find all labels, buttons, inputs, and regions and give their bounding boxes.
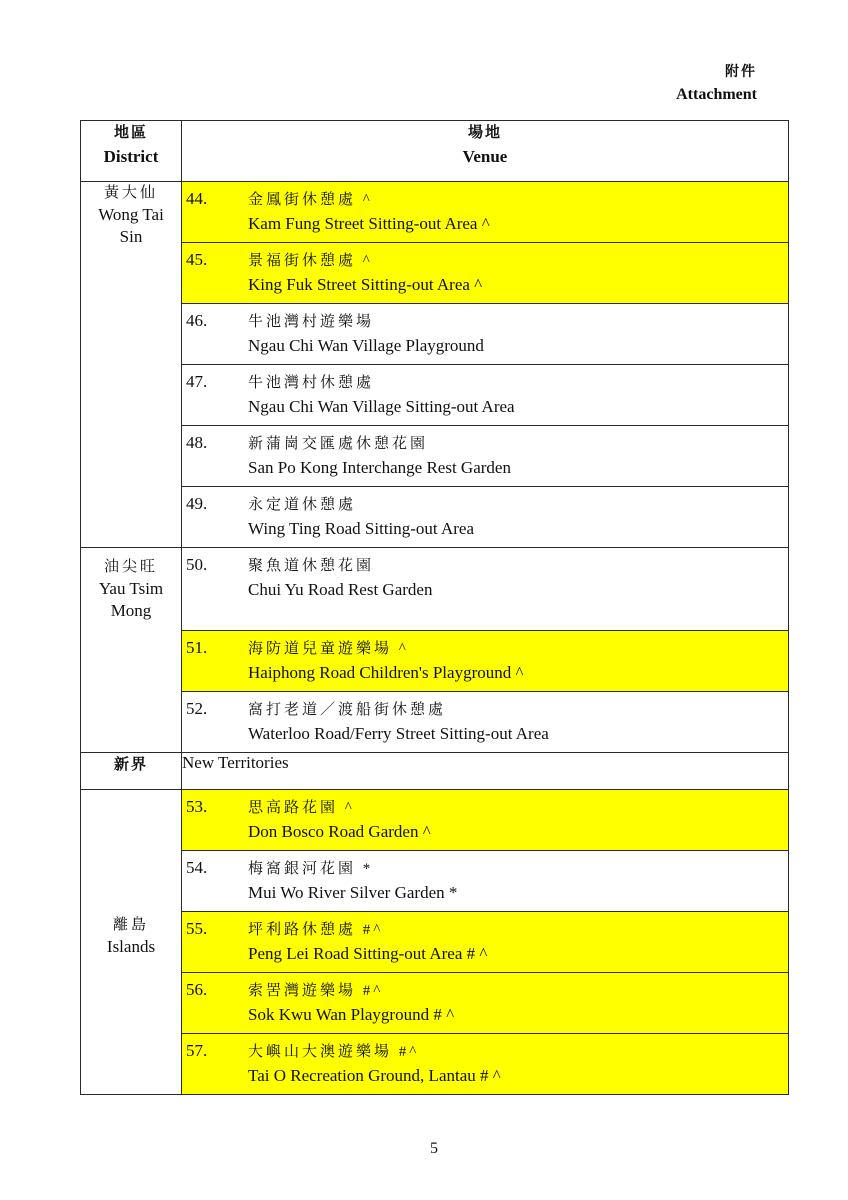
table-row bbox=[81, 912, 789, 973]
venue-name-zh: 海防道兒童遊樂場 ^ bbox=[248, 641, 409, 657]
table-row bbox=[81, 631, 789, 692]
venue-name-en: Don Bosco Road Garden ^ bbox=[248, 822, 431, 841]
venue-cell bbox=[182, 912, 789, 973]
venue-number: 48. bbox=[186, 433, 208, 452]
table-row bbox=[81, 692, 789, 753]
venue-name-zh: 大嶼山大澳遊樂場 #^ bbox=[248, 1044, 420, 1060]
venue-number: 57. bbox=[186, 1041, 208, 1060]
venue-name-zh: 景福街休憩處 ^ bbox=[248, 253, 373, 269]
district-name-zh: 離島 bbox=[112, 917, 149, 933]
venue-cell bbox=[182, 182, 789, 243]
venue-number: 55. bbox=[186, 919, 208, 938]
venue-number: 51. bbox=[186, 638, 208, 657]
venue-number: 44. bbox=[186, 189, 208, 208]
venue-name-zh: 坪利路休憩處 #^ bbox=[248, 922, 384, 938]
venue-name-zh: 新蒲崗交匯處休憩花園 bbox=[248, 436, 429, 452]
attachment-label-zh: 附件 bbox=[725, 65, 757, 80]
venue-name-zh: 牛池灣村休憩處 bbox=[248, 375, 375, 391]
district-name-en-cont: Mong bbox=[110, 601, 152, 620]
table-row bbox=[81, 243, 789, 304]
venue-cell bbox=[182, 1034, 789, 1095]
venue-number: 49. bbox=[186, 494, 208, 513]
venue-number: 50. bbox=[186, 555, 208, 574]
venue-header-zh: 場地 bbox=[467, 125, 502, 141]
district-name-zh: 油尖旺 bbox=[103, 559, 158, 575]
venue-name-en: Ngau Chi Wan Village Sitting-out Area bbox=[248, 397, 515, 416]
venue-number: 52. bbox=[186, 699, 208, 718]
venue-name-en: King Fuk Street Sitting-out Area ^ bbox=[248, 275, 483, 294]
table-row bbox=[81, 548, 789, 631]
venue-name-en: Chui Yu Road Rest Garden bbox=[248, 580, 433, 599]
venue-name-zh: 金鳳街休憩處 ^ bbox=[248, 192, 373, 208]
venue-cell bbox=[182, 631, 789, 692]
venue-name-zh: 索罟灣遊樂場 #^ bbox=[248, 983, 384, 999]
table-row bbox=[81, 790, 789, 851]
venue-name-en: Tai O Recreation Ground, Lantau # ^ bbox=[248, 1066, 501, 1085]
district-name-zh: 黃大仙 bbox=[103, 185, 158, 201]
venue-column-header bbox=[182, 121, 789, 182]
section-row-new-territories bbox=[81, 753, 789, 790]
venue-cell bbox=[182, 548, 789, 631]
venue-name-zh: 思高路花園 ^ bbox=[248, 800, 355, 816]
table-row bbox=[81, 487, 789, 548]
venue-name-zh: 牛池灣村遊樂場 bbox=[248, 314, 375, 330]
district-column-header bbox=[81, 121, 182, 182]
table-row bbox=[81, 182, 789, 243]
venue-name-en: Ngau Chi Wan Village Playground bbox=[248, 336, 484, 355]
venue-number: 45. bbox=[186, 250, 208, 269]
venue-name-en: Peng Lei Road Sitting-out Area # ^ bbox=[248, 944, 488, 963]
venue-cell bbox=[182, 304, 789, 365]
venue-header-en: Venue bbox=[462, 147, 508, 166]
table-row bbox=[81, 304, 789, 365]
venue-name-en: Wing Ting Road Sitting-out Area bbox=[248, 519, 474, 538]
venue-cell bbox=[182, 973, 789, 1034]
venue-cell bbox=[182, 365, 789, 426]
venue-name-zh: 永定道休憩處 bbox=[248, 497, 357, 513]
attachment-label-en: Attachment bbox=[676, 86, 757, 103]
venue-cell bbox=[182, 487, 789, 548]
district-cell-islands bbox=[81, 790, 182, 1095]
venue-cell bbox=[182, 790, 789, 851]
table-row bbox=[81, 851, 789, 912]
district-cell-yau-tsim-mong bbox=[81, 548, 182, 753]
district-name-en-cont: Sin bbox=[119, 227, 143, 246]
district-name-en: Yau Tsim bbox=[98, 579, 164, 598]
venue-name-en: Haiphong Road Children's Playground ^ bbox=[248, 663, 524, 682]
section-label-zh: 新界 bbox=[81, 753, 182, 790]
venue-cell bbox=[182, 851, 789, 912]
venue-table bbox=[80, 120, 789, 1095]
district-header-zh: 地區 bbox=[113, 125, 148, 141]
table-row bbox=[81, 365, 789, 426]
district-cell-wong-tai-sin bbox=[81, 182, 182, 548]
table-row bbox=[81, 426, 789, 487]
page-number: 5 bbox=[430, 1140, 438, 1157]
venue-name-zh: 聚魚道休憩花園 bbox=[248, 558, 375, 574]
district-header-en: District bbox=[103, 147, 159, 166]
district-name-en: Islands bbox=[106, 937, 156, 956]
venue-cell bbox=[182, 426, 789, 487]
venue-name-zh: 窩打老道／渡船街休憩處 bbox=[248, 702, 447, 718]
section-label-en: New Territories bbox=[182, 753, 789, 790]
attachment-label bbox=[676, 62, 757, 106]
venue-name-en: San Po Kong Interchange Rest Garden bbox=[248, 458, 511, 477]
venue-cell bbox=[182, 243, 789, 304]
venue-name-en: Sok Kwu Wan Playground # ^ bbox=[248, 1005, 455, 1024]
table-row bbox=[81, 973, 789, 1034]
table-header-row bbox=[81, 121, 789, 182]
venue-number: 56. bbox=[186, 980, 208, 999]
venue-number: 53. bbox=[186, 797, 208, 816]
venue-number: 46. bbox=[186, 311, 208, 330]
venue-name-en: Mui Wo River Silver Garden * bbox=[248, 883, 458, 902]
venue-number: 54. bbox=[186, 858, 208, 877]
venue-name-zh: 梅窩銀河花園 * bbox=[248, 861, 374, 877]
venue-name-en: Waterloo Road/Ferry Street Sitting-out Area bbox=[248, 724, 549, 743]
venue-name-en: Kam Fung Street Sitting-out Area ^ bbox=[248, 214, 490, 233]
venue-number: 47. bbox=[186, 372, 208, 391]
district-name-en: Wong Tai bbox=[98, 205, 164, 224]
venue-cell bbox=[182, 692, 789, 753]
table-row bbox=[81, 1034, 789, 1095]
